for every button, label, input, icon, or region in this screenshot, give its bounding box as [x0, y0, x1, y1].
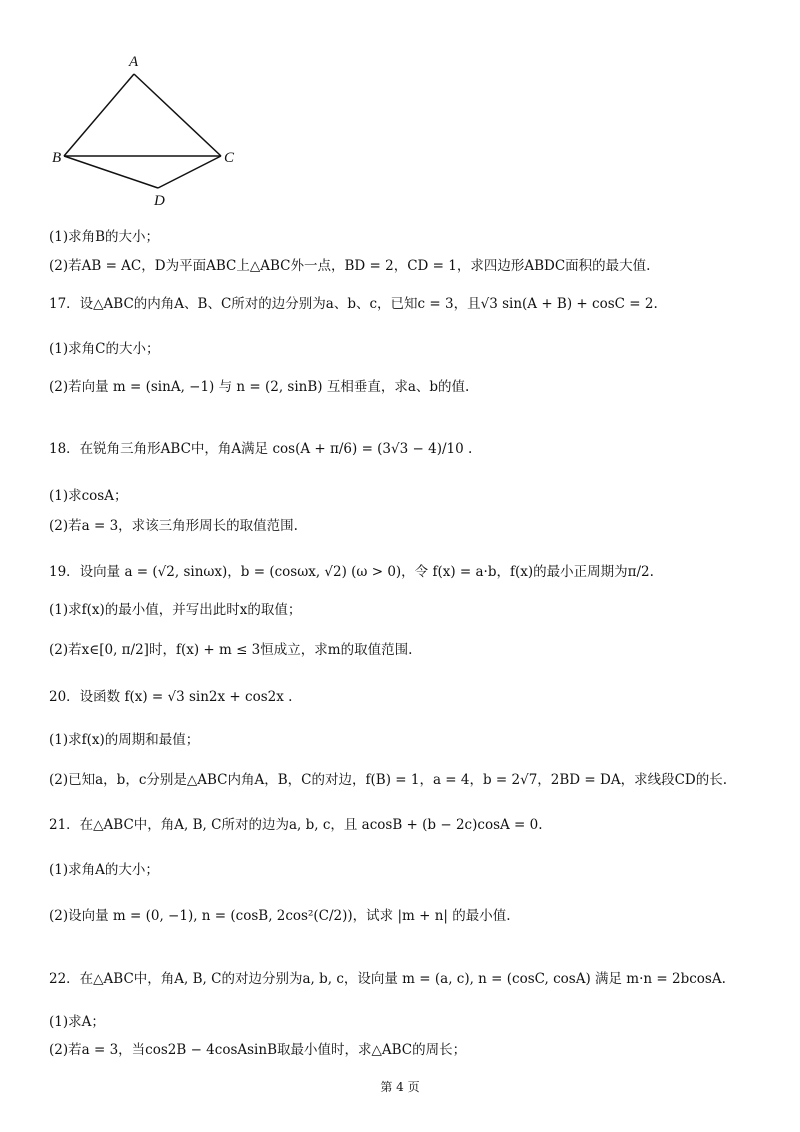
text-line: [49, 906, 770, 926]
text-line-content: (2)设向量 m = (0, −1), n = (cosB, 2cos²(C/2))，试求 |m + n| 的最小值.: [49, 908, 511, 924]
text-line-content: (2)若a = 3，当cos2B − 4cosAsinB取最小值时，求△ABC的周长；: [49, 1042, 467, 1058]
text-line-content: (2)若AB = AC，D为平面ABC上△ABC外一点，BD = 2，CD = 1，求四边形ABDC面积的最大值.: [49, 258, 651, 274]
problem-18-statement: [49, 439, 770, 459]
problem-17-statement: [49, 294, 770, 314]
text-line-content: 17．设△ABC的内角A、B、C所对的边分别为a、b、c，已知c = 3，且√3 sin(A + B) + cosC = 2.: [49, 296, 658, 312]
text-line-content: (2)若x∈[0, π/2]时，f(x) + m ≤ 3恒成立，求m的取值范围.: [49, 642, 413, 658]
text-line: [49, 256, 770, 276]
text-line-content: 22．在△ABC中，角A, B, C的对边分别为a, b, c，设向量 m = (a, c), n = (cosC, cosA) 满足 m·n = 2bcosA.: [49, 971, 726, 987]
text-line: [49, 227, 770, 247]
text-line-content: (1)求角A的大小；: [49, 862, 159, 878]
text-line-content: (2)若向量 m = (sinA, −1) 与 n = (2, sinB) 互相垂直，求a、b的值.: [49, 379, 470, 395]
vertex-label-B: B: [52, 150, 62, 166]
edge-AB: [64, 74, 134, 156]
text-line: [49, 730, 770, 750]
problem-20-statement: [49, 687, 770, 707]
text-line: [49, 600, 770, 620]
text-line: [49, 377, 770, 397]
text-line: [49, 1040, 770, 1060]
vertex-label-A: A: [129, 54, 139, 70]
text-line: [49, 1012, 770, 1032]
problem-21-statement: [49, 815, 770, 835]
text-line-content: (2)已知a，b，c分别是△ABC内角A，B，C的对边，f(B) = 1，a = 4，b = 2√7，2BD = DA，求线段CD的长.: [49, 772, 728, 788]
edge-CD: [158, 156, 221, 188]
text-line-content: (2)若a = 3，求该三角形周长的取值范围.: [49, 518, 298, 534]
text-line: [49, 486, 770, 506]
text-line: [49, 860, 770, 880]
text-line-content: (1)求cosA；: [49, 488, 128, 504]
text-line: [49, 640, 770, 660]
edge-AC: [134, 74, 221, 156]
vertex-label-D: D: [154, 193, 165, 209]
problem-22-statement: [49, 969, 770, 989]
triangle-diagram: [40, 48, 260, 218]
text-line-content: (1)求角C的大小；: [49, 341, 160, 357]
text-line-content: (1)求f(x)的最小值，并写出此时x的取值；: [49, 602, 302, 618]
text-line-content: (1)求A；: [49, 1014, 105, 1030]
problem-19-statement: [49, 562, 770, 582]
vertex-label-C: C: [224, 150, 235, 166]
text-line-content: (1)求角B的大小；: [49, 229, 160, 245]
text-line-content: 20．设函数 f(x) = √3 sin2x + cos2x .: [49, 689, 293, 705]
page-number: 第 4 页: [380, 1080, 420, 1094]
text-line: [49, 516, 770, 536]
text-line-content: 21．在△ABC中，角A, B, C所对的边为a, b, c，且 acosB + (b − 2c)cosA = 0.: [49, 817, 543, 833]
text-line-content: 19．设向量 a = (√2, sinωx)，b = (cosωx, √2) (ω > 0)，令 f(x) = a·b，f(x)的最小正周期为π/2.: [49, 564, 654, 580]
edge-BD: [64, 156, 158, 188]
text-line: [49, 770, 770, 790]
text-line-content: 18．在锐角三角形ABC中，角A满足 cos(A + π/6) = (3√3 − 4)/10 .: [49, 441, 473, 457]
text-line: [49, 339, 770, 359]
geometry-figure: [40, 48, 260, 218]
text-line-content: (1)求f(x)的周期和最值；: [49, 732, 200, 748]
